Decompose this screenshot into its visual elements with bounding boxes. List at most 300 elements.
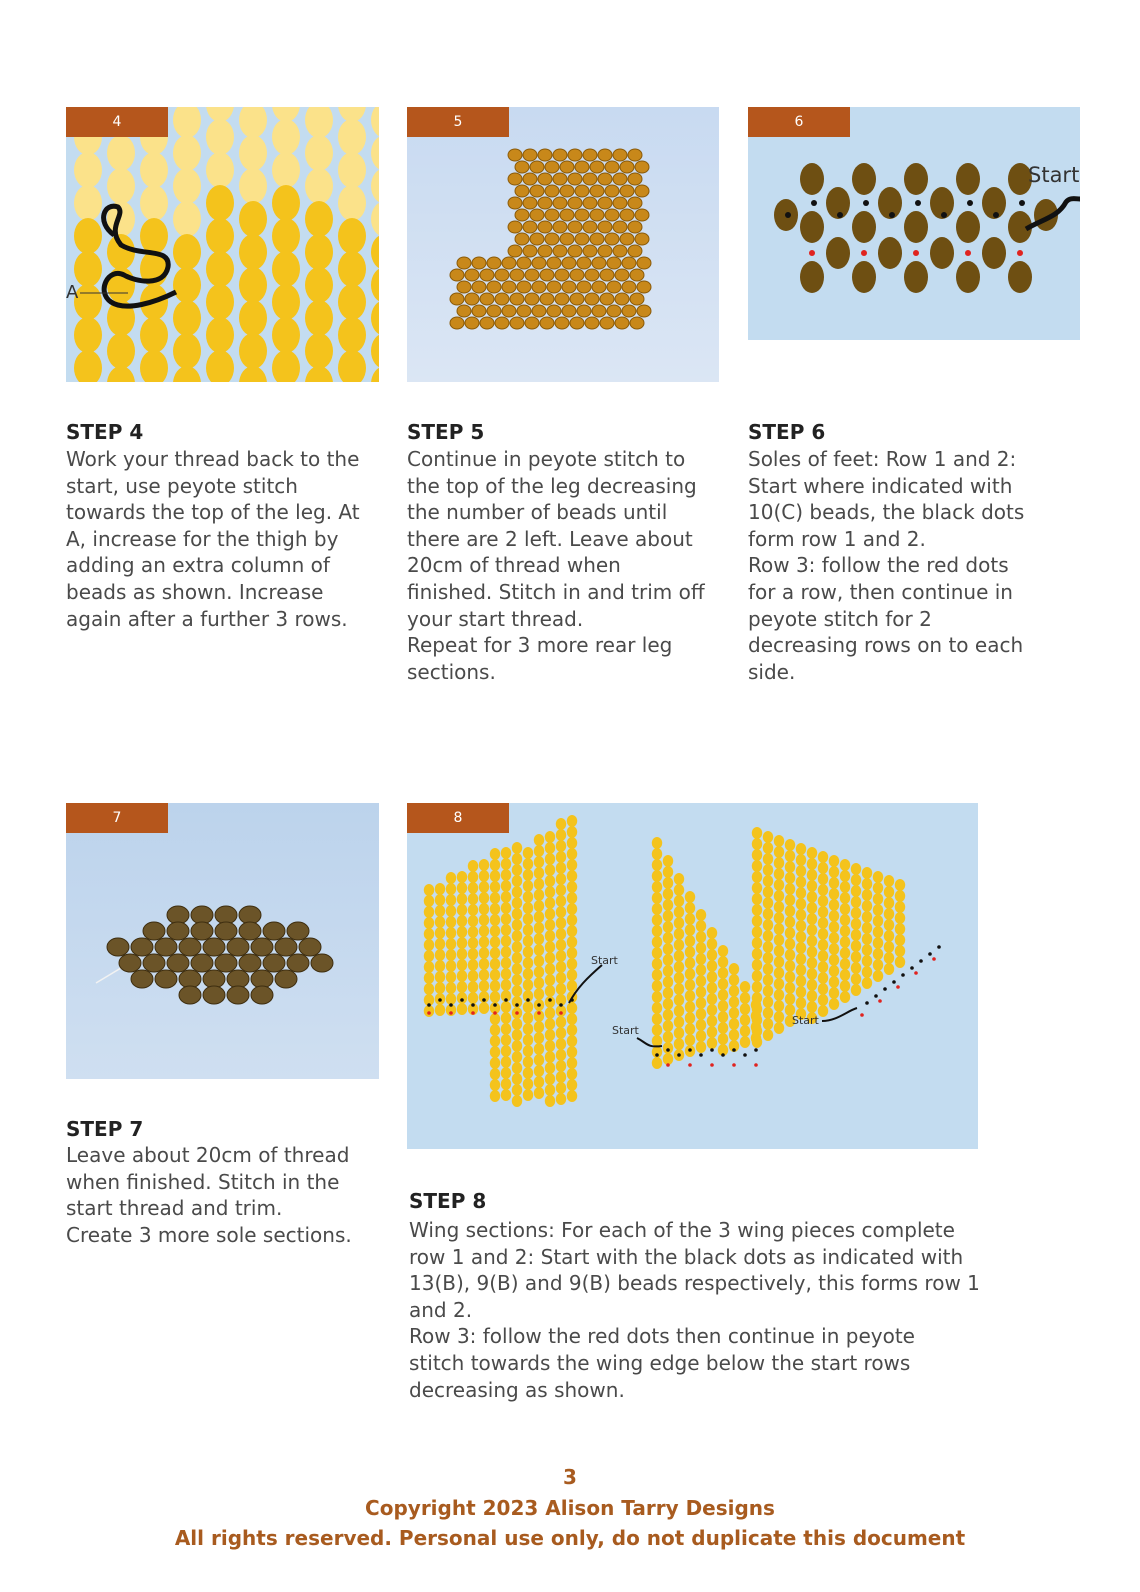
marker-dot xyxy=(666,1063,670,1067)
bead xyxy=(523,1001,533,1013)
bead xyxy=(818,939,828,951)
bead xyxy=(371,201,379,237)
bead xyxy=(829,943,839,955)
bead xyxy=(674,928,684,940)
bead xyxy=(840,980,850,992)
bead xyxy=(663,921,673,933)
bead xyxy=(556,1049,566,1061)
bead xyxy=(530,161,544,173)
marker-dot xyxy=(515,1003,519,1007)
bead xyxy=(583,197,597,209)
bead xyxy=(615,317,629,329)
bead xyxy=(884,941,894,953)
bead xyxy=(956,163,980,195)
bead xyxy=(272,350,300,382)
bead xyxy=(227,970,249,988)
marker-dot xyxy=(1019,200,1025,206)
bead xyxy=(685,935,695,947)
bead xyxy=(547,305,561,317)
bead xyxy=(424,884,434,896)
bead xyxy=(173,333,201,369)
bead xyxy=(525,317,539,329)
bead xyxy=(465,317,479,329)
bead xyxy=(556,829,566,841)
bead xyxy=(555,317,569,329)
bead xyxy=(545,1073,555,1085)
bead xyxy=(239,366,267,382)
bead xyxy=(851,929,861,941)
bead xyxy=(840,936,850,948)
bead xyxy=(468,970,478,982)
bead xyxy=(851,918,861,930)
bead xyxy=(818,873,828,885)
bead xyxy=(424,950,434,962)
bead xyxy=(652,991,662,1003)
bead xyxy=(556,939,566,951)
marker-dot xyxy=(883,987,887,991)
bead xyxy=(508,221,522,233)
bead xyxy=(272,218,300,254)
bead xyxy=(556,895,566,907)
bead xyxy=(862,933,872,945)
bead xyxy=(523,902,533,914)
bead xyxy=(435,894,445,906)
bead xyxy=(796,887,806,899)
bead xyxy=(173,201,201,237)
marker-dot xyxy=(526,998,530,1002)
bead xyxy=(807,913,817,925)
bead xyxy=(884,875,894,887)
bead xyxy=(140,185,168,221)
bead xyxy=(707,1037,717,1049)
bead xyxy=(652,958,662,970)
bead xyxy=(487,257,501,269)
bead xyxy=(685,902,695,914)
marker-dot xyxy=(743,1053,747,1057)
bead xyxy=(523,924,533,936)
bead xyxy=(873,893,883,905)
bead xyxy=(568,221,582,233)
bead xyxy=(468,981,478,993)
bead xyxy=(457,904,467,916)
bead xyxy=(490,958,500,970)
bead xyxy=(840,859,850,871)
bead xyxy=(652,969,662,981)
bead xyxy=(173,135,201,171)
bead xyxy=(829,965,839,977)
bead xyxy=(818,917,828,929)
bead xyxy=(562,281,576,293)
bead xyxy=(818,950,828,962)
bead xyxy=(553,221,567,233)
bead xyxy=(457,915,467,927)
bead xyxy=(495,269,509,281)
bead xyxy=(545,185,559,197)
bead xyxy=(457,926,467,938)
step8-title: STEP 8 xyxy=(409,1189,487,1213)
marker-dot xyxy=(785,212,791,218)
bead xyxy=(763,864,773,876)
bead xyxy=(512,930,522,942)
step5-title: STEP 5 xyxy=(407,420,485,444)
bead xyxy=(607,305,621,317)
bead xyxy=(862,889,872,901)
bead xyxy=(501,880,511,892)
step4-text: Work your thread back to the start, use peyote stitch towards the top of the leg. At A, increase for the thigh by adding an extra column of beads as shown. Increase again after a further 3 rows. xyxy=(66,447,360,631)
bead xyxy=(674,939,684,951)
bead xyxy=(567,936,577,948)
bead xyxy=(501,1045,511,1057)
bead xyxy=(763,831,773,843)
marker-dot xyxy=(874,994,878,998)
bead xyxy=(457,882,467,894)
bead xyxy=(707,982,717,994)
bead xyxy=(534,845,544,857)
bead xyxy=(227,986,249,1004)
marker-dot xyxy=(913,250,919,256)
bead xyxy=(851,951,861,963)
bead xyxy=(534,1065,544,1077)
bead xyxy=(696,1008,706,1020)
bead xyxy=(512,1040,522,1052)
step8-image xyxy=(407,803,978,1149)
bead xyxy=(556,972,566,984)
bead xyxy=(785,883,795,895)
bead xyxy=(479,870,489,882)
bead xyxy=(435,971,445,983)
step7-text: Leave about 20cm of thread when finished. Stitch in the start thread and trim. Create 3 more sole sections. xyxy=(66,1143,352,1247)
bead xyxy=(592,257,606,269)
bead xyxy=(685,957,695,969)
bead xyxy=(567,1057,577,1069)
bead xyxy=(851,896,861,908)
bead xyxy=(785,971,795,983)
bead xyxy=(763,974,773,986)
bead xyxy=(763,1029,773,1041)
bead xyxy=(131,970,153,988)
bead xyxy=(515,233,529,245)
bead xyxy=(567,1046,577,1058)
bead xyxy=(155,970,177,988)
bead xyxy=(774,857,784,869)
marker-dot xyxy=(449,1003,453,1007)
bead xyxy=(338,185,366,221)
bead xyxy=(468,959,478,971)
bead xyxy=(446,883,456,895)
marker-dot xyxy=(427,1003,431,1007)
bead xyxy=(450,269,464,281)
bead xyxy=(873,904,883,916)
bead xyxy=(534,911,544,923)
marker-dot xyxy=(482,998,486,1002)
bead xyxy=(592,281,606,293)
bead xyxy=(674,1005,684,1017)
bead xyxy=(567,1002,577,1014)
marker-dot xyxy=(910,966,914,970)
bead xyxy=(637,257,651,269)
bead xyxy=(652,980,662,992)
marker-dot xyxy=(471,1003,475,1007)
bead xyxy=(840,914,850,926)
bead xyxy=(818,928,828,940)
bead xyxy=(818,895,828,907)
bead xyxy=(752,838,762,850)
bead xyxy=(538,197,552,209)
bead xyxy=(512,1062,522,1074)
marker-dot xyxy=(837,212,843,218)
bead xyxy=(763,897,773,909)
bead xyxy=(895,923,905,935)
bead xyxy=(852,211,876,243)
step7-title: STEP 7 xyxy=(66,1117,144,1141)
bead xyxy=(215,954,237,972)
bead xyxy=(852,163,876,195)
bead xyxy=(287,954,309,972)
bead xyxy=(774,1022,784,1034)
bead xyxy=(468,948,478,960)
bead xyxy=(807,880,817,892)
bead xyxy=(435,916,445,928)
bead xyxy=(575,209,589,221)
bead xyxy=(490,903,500,915)
bead xyxy=(696,975,706,987)
bead xyxy=(800,211,824,243)
bead xyxy=(752,1014,762,1026)
bead xyxy=(774,978,784,990)
marker-dot xyxy=(993,212,999,218)
bead xyxy=(718,1000,728,1012)
bead xyxy=(785,960,795,972)
bead xyxy=(763,919,773,931)
bead xyxy=(523,979,533,991)
bead xyxy=(534,933,544,945)
bead xyxy=(523,847,533,859)
bead xyxy=(807,902,817,914)
bead xyxy=(829,976,839,988)
bead xyxy=(663,877,673,889)
bead xyxy=(556,1082,566,1094)
bead xyxy=(251,938,273,956)
bead xyxy=(884,963,894,975)
marker-dot xyxy=(1017,250,1023,256)
bead xyxy=(457,948,467,960)
bead xyxy=(752,992,762,1004)
bead xyxy=(119,954,141,972)
marker-dot xyxy=(901,973,905,977)
bead xyxy=(140,152,168,188)
bead xyxy=(299,938,321,956)
marker-dot xyxy=(732,1063,736,1067)
bead xyxy=(663,943,673,955)
bead xyxy=(523,1045,533,1057)
bead xyxy=(239,954,261,972)
bead xyxy=(501,968,511,980)
bead xyxy=(685,891,695,903)
bead xyxy=(167,922,189,940)
bead xyxy=(685,924,695,936)
bead xyxy=(785,839,795,851)
bead xyxy=(613,149,627,161)
bead xyxy=(840,991,850,1003)
bead xyxy=(371,234,379,270)
bead xyxy=(774,989,784,1001)
bead xyxy=(635,233,649,245)
bead xyxy=(560,161,574,173)
bead xyxy=(523,880,533,892)
bead xyxy=(490,1024,500,1036)
bead xyxy=(774,846,784,858)
bead xyxy=(696,997,706,1009)
bead xyxy=(534,988,544,1000)
bead xyxy=(605,233,619,245)
bead xyxy=(807,847,817,859)
bead xyxy=(446,971,456,983)
bead xyxy=(338,119,366,155)
bead xyxy=(774,1000,784,1012)
bead xyxy=(895,890,905,902)
copyright-text: Copyright 2023 Alison Tarry Designs xyxy=(365,1496,775,1520)
bead xyxy=(173,267,201,303)
bead xyxy=(635,185,649,197)
bead xyxy=(424,972,434,984)
bead xyxy=(829,855,839,867)
bead xyxy=(685,1012,695,1024)
bead xyxy=(490,892,500,904)
marker-dot xyxy=(896,985,900,989)
bead xyxy=(674,1038,684,1050)
bead xyxy=(567,980,577,992)
marker-dot xyxy=(515,1011,519,1015)
marker-dot xyxy=(710,1063,714,1067)
bead xyxy=(630,293,644,305)
bead xyxy=(545,908,555,920)
marker-dot xyxy=(928,952,932,956)
bead xyxy=(510,269,524,281)
bead xyxy=(796,986,806,998)
bead xyxy=(718,945,728,957)
start-label: Start xyxy=(591,954,618,967)
bead xyxy=(862,955,872,967)
marker-dot xyxy=(937,945,941,949)
bead xyxy=(567,815,577,827)
bead xyxy=(622,281,636,293)
bead xyxy=(545,1062,555,1074)
bead xyxy=(568,173,582,185)
bead xyxy=(371,333,379,369)
bead xyxy=(512,974,522,986)
bead xyxy=(512,1084,522,1096)
bead xyxy=(512,1018,522,1030)
bead xyxy=(424,939,434,951)
bead xyxy=(523,1012,533,1024)
bead xyxy=(674,884,684,896)
bead xyxy=(215,922,237,940)
bead xyxy=(829,932,839,944)
bead xyxy=(774,967,784,979)
bead xyxy=(479,936,489,948)
bead xyxy=(472,305,486,317)
bead xyxy=(206,218,234,254)
bead xyxy=(567,947,577,959)
bead xyxy=(508,149,522,161)
step5-image xyxy=(407,107,719,382)
bead xyxy=(140,317,168,353)
bead xyxy=(523,245,537,257)
bead xyxy=(567,914,577,926)
bead xyxy=(818,983,828,995)
step4-image xyxy=(66,107,379,382)
bead xyxy=(895,934,905,946)
bead xyxy=(1008,261,1032,293)
bead xyxy=(305,366,333,382)
bead xyxy=(446,872,456,884)
bead xyxy=(895,901,905,913)
bead xyxy=(829,987,839,999)
bead xyxy=(598,197,612,209)
bead xyxy=(840,870,850,882)
bead xyxy=(873,937,883,949)
bead xyxy=(613,221,627,233)
bead xyxy=(534,900,544,912)
bead xyxy=(534,1054,544,1066)
bead xyxy=(532,257,546,269)
bead xyxy=(305,135,333,171)
bead xyxy=(752,1003,762,1015)
rights-text: All rights reserved. Personal use only, do not duplicate this document xyxy=(174,1526,966,1550)
bead xyxy=(800,163,824,195)
bead xyxy=(523,221,537,233)
bead xyxy=(465,293,479,305)
marker-dot xyxy=(460,998,464,1002)
bead xyxy=(272,251,300,287)
bead xyxy=(450,293,464,305)
marker-dot xyxy=(861,250,867,256)
bead xyxy=(800,261,824,293)
bead xyxy=(545,985,555,997)
bead xyxy=(567,969,577,981)
bead xyxy=(450,317,464,329)
bead xyxy=(598,221,612,233)
bead xyxy=(696,1041,706,1053)
bead xyxy=(785,993,795,1005)
bead xyxy=(663,954,673,966)
bead xyxy=(895,879,905,891)
bead xyxy=(674,994,684,1006)
bead xyxy=(568,149,582,161)
bead xyxy=(338,350,366,382)
bead xyxy=(607,257,621,269)
bead xyxy=(590,185,604,197)
bead xyxy=(600,269,614,281)
bead xyxy=(501,1023,511,1035)
bead xyxy=(707,938,717,950)
bead xyxy=(807,979,817,991)
bead xyxy=(534,878,544,890)
bead xyxy=(796,964,806,976)
bead xyxy=(583,173,597,185)
bead xyxy=(173,168,201,204)
bead xyxy=(501,1056,511,1068)
bead xyxy=(729,985,739,997)
bead xyxy=(523,891,533,903)
bead xyxy=(729,974,739,986)
bead xyxy=(674,1016,684,1028)
bead xyxy=(272,317,300,353)
bead xyxy=(523,968,533,980)
bead xyxy=(763,930,773,942)
bead xyxy=(570,293,584,305)
bead xyxy=(239,234,267,270)
